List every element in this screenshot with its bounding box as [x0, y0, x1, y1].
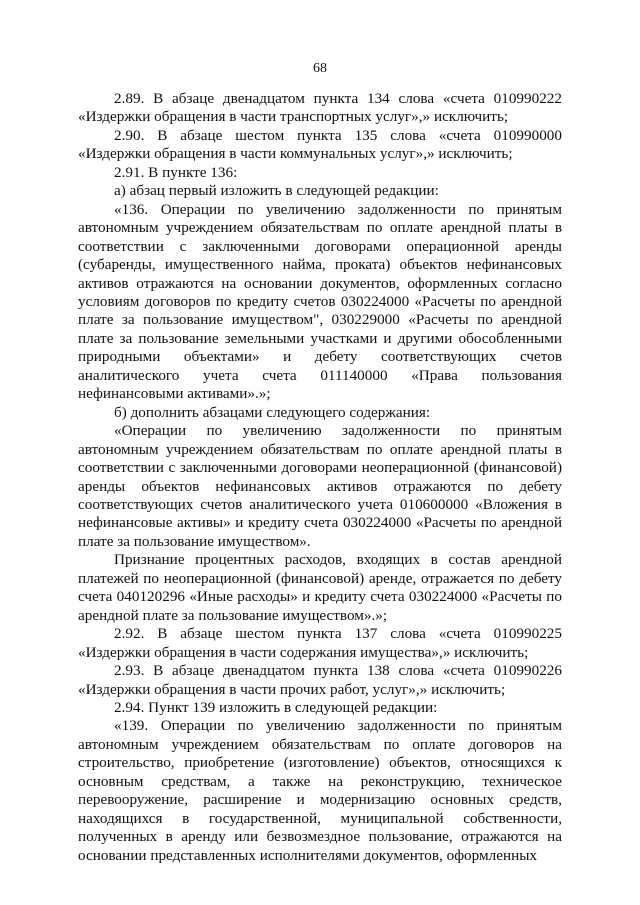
paragraph-new-2: Признание процентных расходов, входящих в состав арендной платежей по неоперационной (финансовой) аренде, отражается по дебету счета 040120296 «Иные расходы» и кредиту счета 030224000 «Расчеты по арендной плате за пользование имуществом».»;: [78, 551, 562, 624]
paragraph-2-91: 2.91. В пункте 136:: [114, 163, 238, 181]
paragraph-2-91-b: б) дополнить абзацами следующего содержания:: [114, 403, 431, 421]
document-body: [78, 90, 562, 865]
paragraph-136-text: «136. Операции по увеличению задолженности по принятым автономным учреждением обязательствам по оплате арендной платы в соответствии с заключенными договорами операционной аренды (субаренды, имущественного найма, проката) объектов нефинансовых активов отражаются на основании документов, оформленных согласно условиям договоров по кредиту счетов 030224000 «Расчеты по арендной плате за пользование имуществом", 030229000 «Расчеты по арендной плате за пользование земельными участками и другими обособленными природными объектами» и дебету соответствующих счетов аналитического учета счета 011140000 «Права пользования нефинансовыми активами».»;: [78, 200, 562, 403]
paragraph-2-91-a: а) абзац первый изложить в следующей редакции:: [114, 182, 439, 200]
paragraph-2-93: 2.93. В абзаце двенадцатом пункта 138 слова «счета 010990226 «Издержки обращения в части прочих работ, услуг»,» исключить;: [78, 662, 562, 698]
paragraph-2-89: 2.89. В абзаце двенадцатом пункта 134 слова «счета 010990222 «Издержки обращения в части транспортных услуг»,» исключить;: [78, 90, 562, 126]
paragraph-new-1: «Операции по увеличению задолженности по принятым автономным учреждением обязательствам по оплате арендной платы в соответствии с заключенными договорами неоперационной (финансовой) аренды объектов нефинансовых активов отражаются по дебету соответствующих счетов аналитического учета 010600000 «Вложения в нефинансовые активы» и кредиту счета 030224000 «Расчеты по арендной плате за пользование имуществом».: [78, 422, 562, 550]
paragraph-139-text: «139. Операции по увеличению задолженности по принятым автономным учреждением обязательствам по оплате договоров на строительство, приобретение (изготовление) объектов, относящихся к основным средствам, а также на реконструкцию, техническое перевооружение, расширение и модернизацию основных средств, находящихся в государственной, муниципальной собственности, полученных в аренду или безвозмездное пользование, отражаются на основании представленных исполнителями документов, оформленных: [78, 717, 562, 864]
paragraph-2-90: 2.90. В абзаце шестом пункта 135 слова «счета 010990000 «Издержки обращения в части коммунальных услуг»,» исключить;: [78, 126, 562, 163]
paragraph-2-92: 2.92. В абзаце шестом пункта 137 слова «счета 010990225 «Издержки обращения в части содержания имущества»,» исключить;: [78, 625, 562, 661]
page-number: 68: [313, 61, 327, 76]
paragraph-2-94: 2.94. Пункт 139 изложить в следующей редакции:: [114, 698, 438, 716]
